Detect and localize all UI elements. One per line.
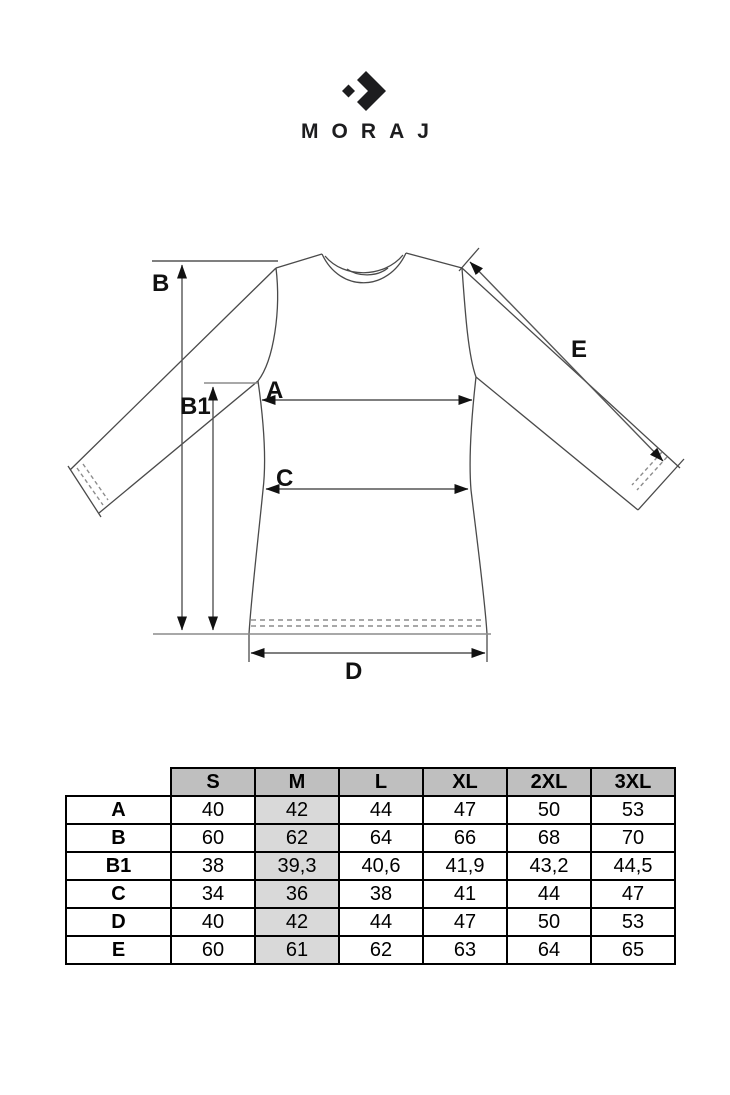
size-value-cell: 47 bbox=[423, 908, 507, 936]
size-value-cell: 68 bbox=[507, 824, 591, 852]
size-value-cell: 41,9 bbox=[423, 852, 507, 880]
left-shoulder-seam bbox=[276, 254, 322, 268]
dim-label-C: C bbox=[276, 465, 294, 492]
collar-inner-curve bbox=[325, 255, 403, 273]
size-value-cell: 40 bbox=[171, 796, 255, 824]
table-row-b bbox=[66, 824, 675, 852]
size-value-cell: 44,5 bbox=[591, 852, 675, 880]
size-value-cell: 50 bbox=[507, 908, 591, 936]
table-row-c bbox=[66, 880, 675, 908]
table-row-a bbox=[66, 796, 675, 824]
size-value-cell: 60 bbox=[171, 824, 255, 852]
size-col-header-xl: XL bbox=[423, 768, 507, 796]
size-value-cell: 70 bbox=[591, 824, 675, 852]
measure-row-label: E bbox=[66, 936, 171, 964]
size-col-header-l: L bbox=[339, 768, 423, 796]
size-value-cell: 41 bbox=[423, 880, 507, 908]
size-value-cell: 64 bbox=[339, 824, 423, 852]
dim-line-E bbox=[470, 262, 663, 461]
brand-name: MORAJ bbox=[301, 120, 442, 143]
size-value-cell: 43,2 bbox=[507, 852, 591, 880]
right-sleeve-top-edge bbox=[462, 268, 680, 468]
size-value-cell-highlighted: 42 bbox=[255, 796, 339, 824]
right-armhole-curve bbox=[462, 268, 476, 377]
dim-label-D: D bbox=[345, 658, 363, 685]
size-value-cell: 53 bbox=[591, 908, 675, 936]
dim-label-A: A bbox=[266, 377, 284, 404]
size-value-cell: 34 bbox=[171, 880, 255, 908]
body-left-edge bbox=[249, 381, 265, 634]
right-cuff-stitch-2 bbox=[632, 452, 662, 485]
size-col-header-m: M bbox=[255, 768, 339, 796]
dim-label-B1: B1 bbox=[180, 393, 211, 420]
size-value-cell: 50 bbox=[507, 796, 591, 824]
size-value-cell: 40,6 bbox=[339, 852, 423, 880]
size-table bbox=[65, 767, 676, 965]
left-cuff-edge bbox=[68, 466, 101, 517]
size-col-header-2xl: 2XL bbox=[507, 768, 591, 796]
size-value-cell-highlighted: 61 bbox=[255, 936, 339, 964]
size-value-cell-highlighted: 42 bbox=[255, 908, 339, 936]
size-value-cell: 66 bbox=[423, 824, 507, 852]
size-value-cell: 44 bbox=[339, 908, 423, 936]
right-shoulder-seam bbox=[406, 253, 462, 268]
size-value-cell-highlighted: 62 bbox=[255, 824, 339, 852]
size-value-cell: 44 bbox=[339, 796, 423, 824]
size-value-cell-highlighted: 36 bbox=[255, 880, 339, 908]
size-value-cell: 65 bbox=[591, 936, 675, 964]
measure-row-label: A bbox=[66, 796, 171, 824]
dim-label-E: E bbox=[571, 336, 588, 363]
size-value-cell: 40 bbox=[171, 908, 255, 936]
size-value-cell: 38 bbox=[171, 852, 255, 880]
size-col-header-s: S bbox=[171, 768, 255, 796]
measure-row-label: B bbox=[66, 824, 171, 852]
measure-row-label: D bbox=[66, 908, 171, 936]
size-value-cell: 53 bbox=[591, 796, 675, 824]
left-armhole-curve bbox=[258, 268, 278, 381]
dimension-lines bbox=[152, 261, 663, 653]
left-sleeve-top-edge bbox=[70, 268, 276, 470]
right-sleeve-under-edge bbox=[476, 377, 638, 510]
size-value-cell-highlighted: 39,3 bbox=[255, 852, 339, 880]
size-value-cell: 47 bbox=[591, 880, 675, 908]
dim-label-B: B bbox=[152, 270, 170, 297]
shirt-outline bbox=[68, 248, 684, 662]
size-value-cell: 44 bbox=[507, 880, 591, 908]
collar-outer-curve bbox=[322, 253, 406, 283]
size-value-cell: 60 bbox=[171, 936, 255, 964]
table-row-d bbox=[66, 908, 675, 936]
table-row-b1 bbox=[66, 852, 675, 880]
size-value-cell: 63 bbox=[423, 936, 507, 964]
size-value-cell: 64 bbox=[507, 936, 591, 964]
size-value-cell: 47 bbox=[423, 796, 507, 824]
auxiliary-lines bbox=[77, 383, 667, 634]
size-value-cell: 62 bbox=[339, 936, 423, 964]
right-cuff-edge bbox=[638, 459, 684, 510]
measure-row-label: C bbox=[66, 880, 171, 908]
size-value-cell: 38 bbox=[339, 880, 423, 908]
size-table-header-row bbox=[66, 768, 675, 796]
size-col-header-3xl: 3XL bbox=[591, 768, 675, 796]
left-sleeve-under-edge bbox=[99, 381, 258, 513]
body-right-edge bbox=[470, 377, 487, 634]
right-cuff-stitch-1 bbox=[637, 457, 667, 490]
measure-row-label: B1 bbox=[66, 852, 171, 880]
table-row-e bbox=[66, 936, 675, 964]
corner-cell bbox=[66, 768, 171, 796]
